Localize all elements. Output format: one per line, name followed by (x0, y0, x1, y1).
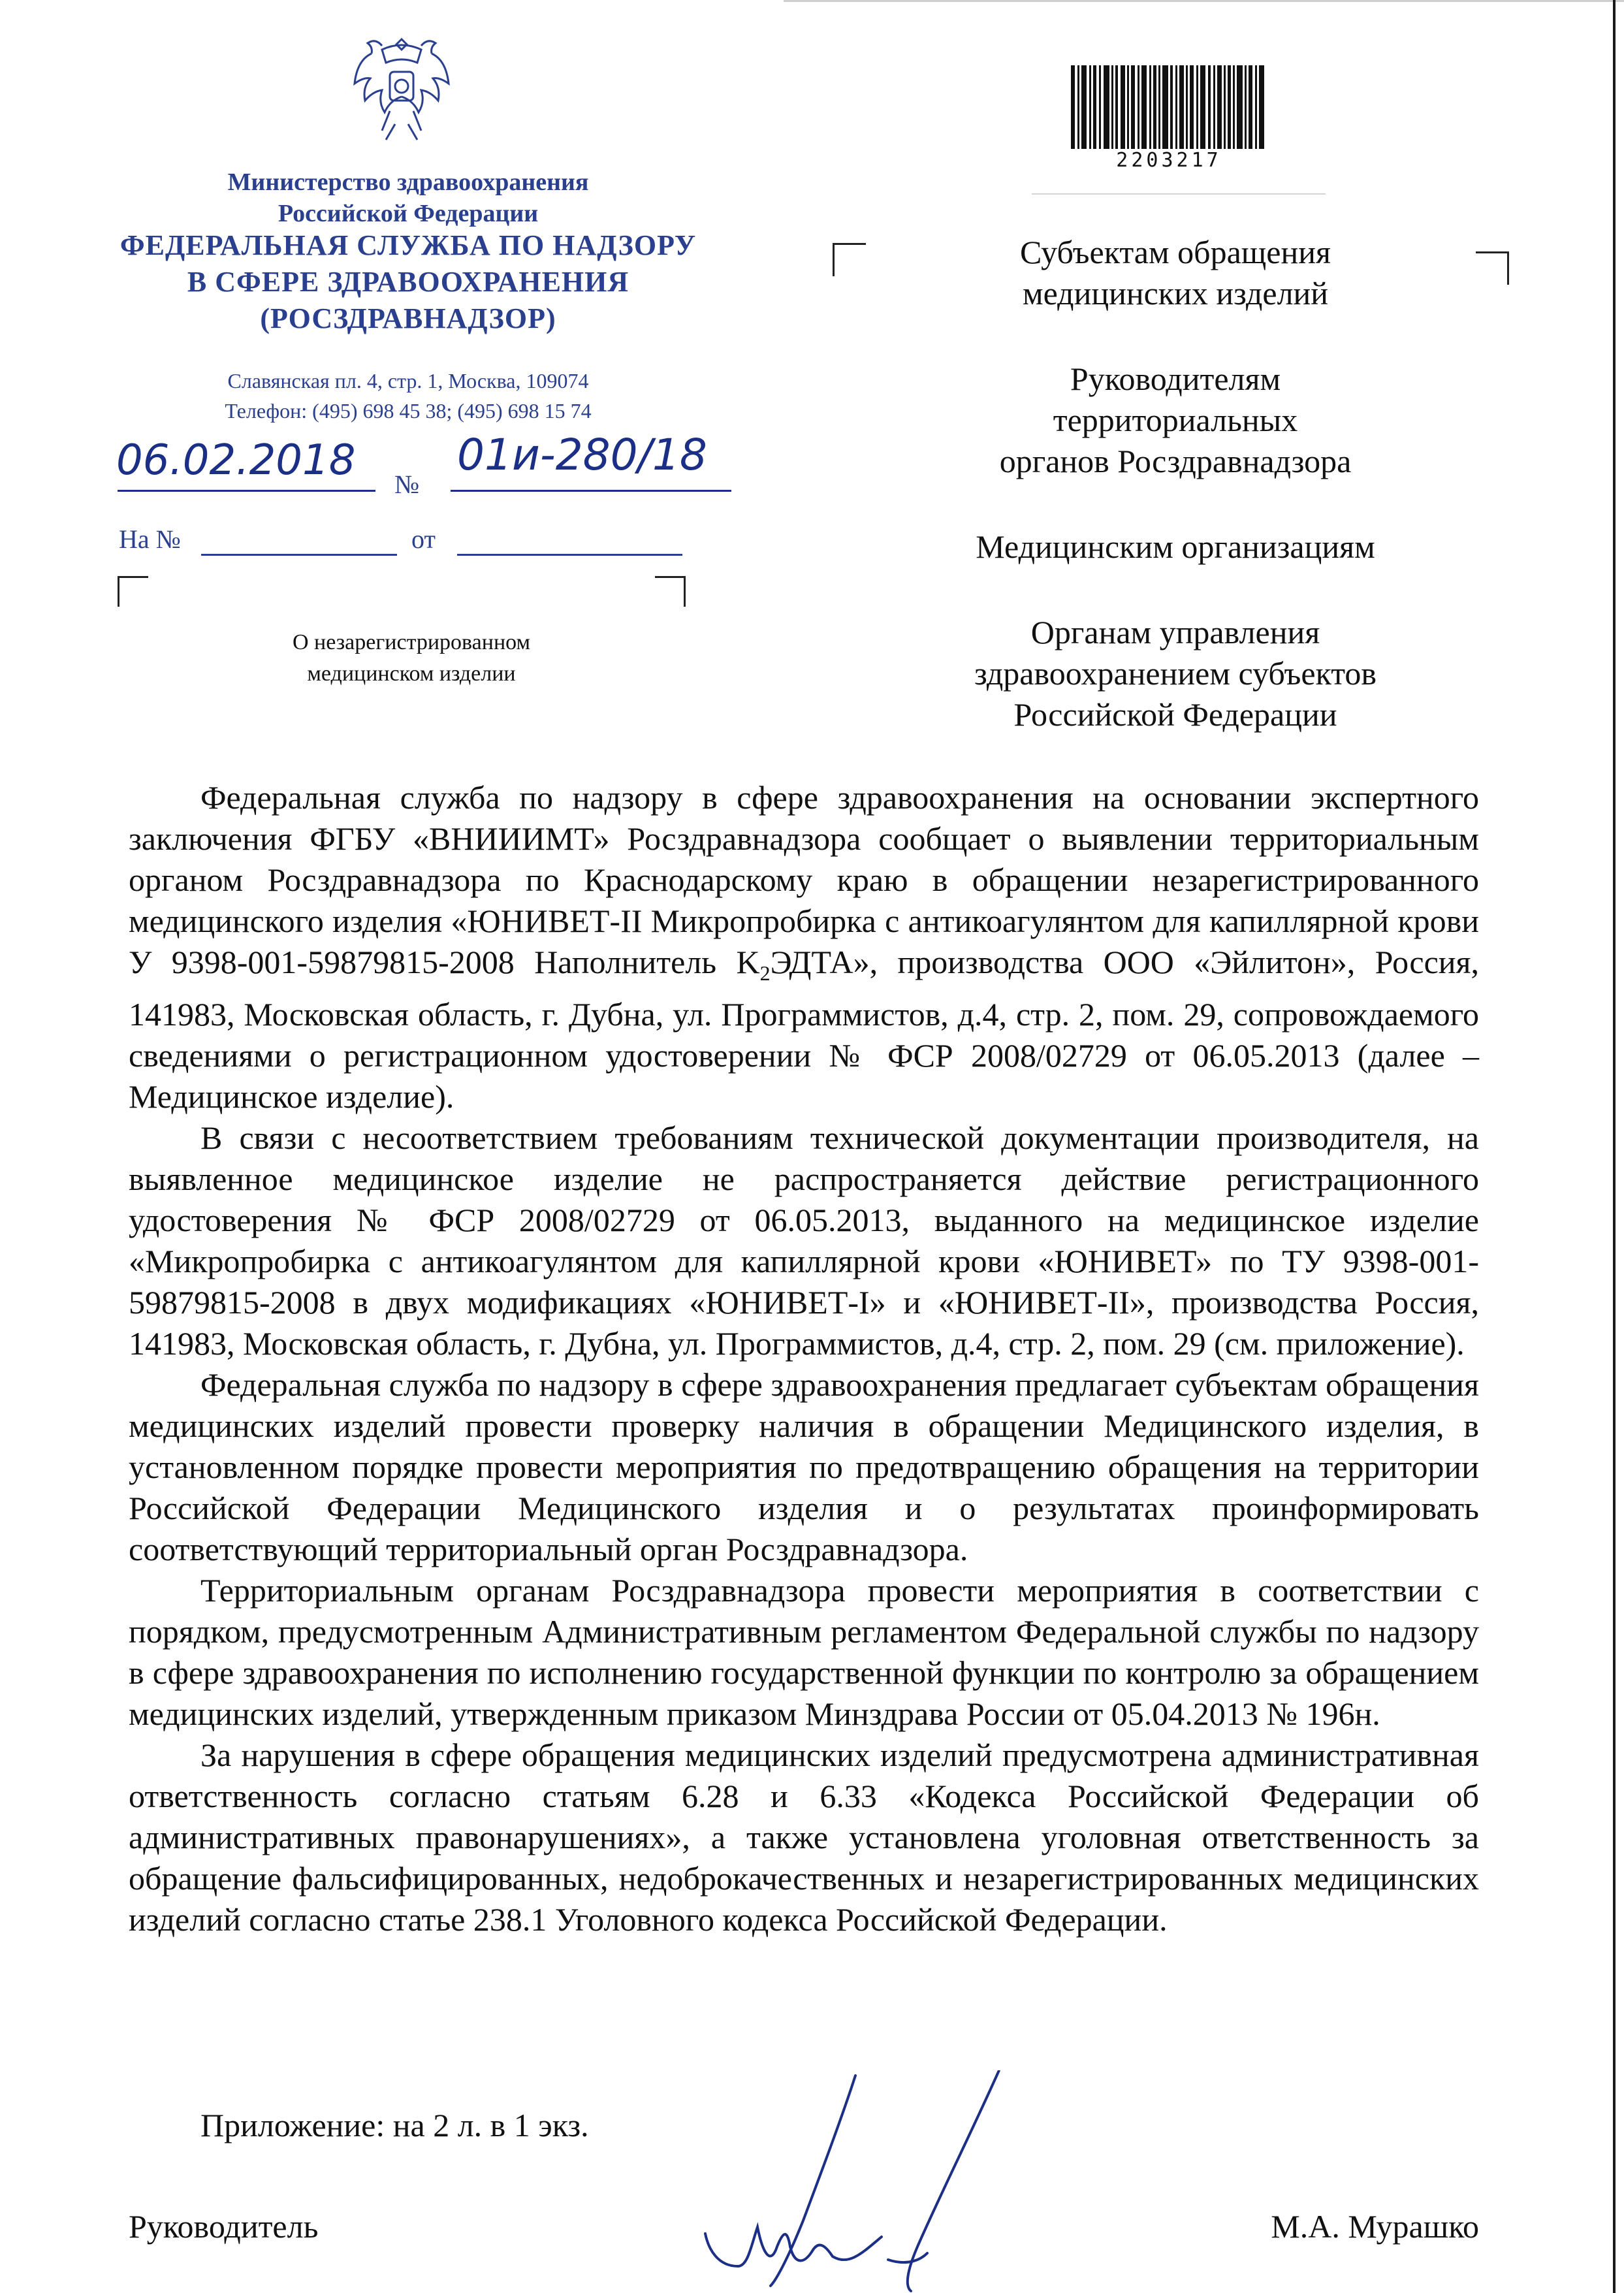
ministry-line: Российской Федерации (278, 200, 539, 227)
body-paragraph-2: В связи с несоответствием требованиям технической документации производителя, на выявленное медицинское изделие не распространяется действие регистрационного удостоверения № ФСР 2008/02729 от 06.05.2013, выданного на медицинское изделие «Микропробирка с антикоагулянтом для капиллярной крови «ЮНИВЕТ» по ТУ 9398-001-59879815-2008 в двух модификациях «ЮНИВЕТ-I» и «ЮНИВЕТ-II», производства Россия, 141983, Московская область, г. Дубна, ул. Программистов, д.4, стр. 2, пом. 29 (см. приложение). (129, 1119, 1479, 1362)
k2-prefix: K (736, 944, 760, 980)
recipient-line: органов Росздравнадзора (999, 443, 1352, 479)
recipients-block (921, 232, 1430, 780)
signatory-name: М.А. Мурашко (1271, 2208, 1479, 2245)
ministry-name (150, 167, 666, 229)
registration-number: 01и-280/18 (457, 430, 707, 480)
handwritten-signature-icon (692, 2070, 1045, 2293)
recipient-line: Органам управления (1030, 614, 1320, 650)
p1-line: Федеральная служба по надзору в сфере здравоохранения на основании (200, 779, 1292, 816)
p1-line: незарегистрированного медицинского изделия «ЮНИВЕТ-II Микропробирка с (129, 861, 1480, 939)
barcode-icon (1071, 65, 1267, 149)
recipient-group (921, 612, 1430, 735)
service-line: В СФЕРЕ ЗДРАВООХРАНЕНИЯ (187, 266, 629, 298)
recipient-line: здравоохранением субъектов (974, 655, 1377, 692)
in-reply-label: На № (119, 524, 181, 554)
barcode-rule (1032, 193, 1326, 195)
p1-line: антикоагулянтом для капиллярной крови У 9398-001-59879815-2008 Наполнитель (129, 903, 1479, 980)
signatory-position: Руководитель (129, 2208, 319, 2245)
p1-line: территориальным органом Росздравнадзора по Краснодарскому краю в обращении (129, 820, 1479, 898)
letter-subject (215, 627, 607, 690)
subject-line: О незарегистрированном (292, 630, 531, 654)
from-blank (457, 554, 682, 556)
k2-subscript: 2 (759, 961, 771, 985)
scan-top-edge (784, 0, 1624, 2)
recipient-line: Субъектам обращения (1020, 234, 1331, 270)
in-reply-blank (201, 554, 397, 556)
recipient-group (921, 232, 1430, 314)
p1-line: ЭДТА», производства ООО «Эйлитон», Россия, 141983, Московская область, (129, 944, 1480, 1033)
recipient-line: Российской Федерации (1013, 696, 1337, 733)
recipient-line: территориальных (1053, 402, 1298, 438)
from-label: от (411, 524, 436, 554)
barcode-number: 2203217 (1116, 149, 1222, 172)
letter-body (129, 777, 1479, 1940)
recipients-corner-right (1476, 251, 1509, 285)
recipient-line: Руководителям (1070, 361, 1281, 397)
recipient-group (921, 526, 1430, 568)
service-line: (РОСЗДРАВНАДЗОР) (260, 302, 556, 334)
recipient-line: медицинских изделий (1022, 275, 1329, 312)
double-headed-eagle-icon (349, 26, 454, 150)
p1-line: регистрационном удостоверении № ФСР 2008/02729 от 06.05.2013 (далее – (343, 1037, 1480, 1074)
attachment-note: Приложение: на 2 л. в 1 экз. (200, 2107, 589, 2143)
subject-corner-right (655, 576, 686, 607)
number-underline (451, 490, 731, 492)
subject-line: медицинском изделии (307, 662, 516, 686)
address-line: Телефон: (495) 698 45 38; (495) 698 15 74 (225, 399, 592, 423)
body-paragraph-5: За нарушения в сфере обращения медицинских изделий предусмотрена административная ответственность согласно статьям 6.28 и 6.33 «Кодекса Российской Федерации об административных правонарушениях», а также установлена уголовная ответственность за обращение фальсифицированных, недоброкачественных и незарегистрированных медицинских изделий согласно статье 238.1 Уголовного кодекса Российской Федерации. (129, 1737, 1479, 1938)
subject-corner-left (118, 576, 148, 607)
ministry-line: Министерство здравоохранения (227, 168, 589, 196)
number-label: № (394, 470, 420, 499)
letterhead-address (85, 366, 731, 426)
recipient-group (921, 359, 1430, 482)
service-name (85, 227, 731, 337)
scan-right-edge (1613, 0, 1616, 2293)
p1-line: экспертного заключения ФГБУ «ВНИИИМТ» Росздравнадзора сообщает о выявлении (129, 779, 1480, 857)
body-paragraph-1 (129, 777, 1479, 1117)
body-paragraph-4: Территориальным органам Росздравнадзора провести мероприятия в соответствии с порядком, предусмотренным Административным регламентом Федеральной службы по надзору в сфере здравоохранения по исполнению государственной функции по контролю за обращением медицинских изделий, утвержденным приказом Минздрава России от 05.04.2013 № 196н. (129, 1572, 1479, 1732)
recipients-corner-left (833, 243, 866, 276)
body-paragraph-3: Федеральная служба по надзору в сфере здравоохранения предлагает субъектам обращения медицинских изделий провести проверку наличия в обращении Медицинского изделия, в установленном порядке провести мероприятия по предотвращению обращения на территории Российской Федерации Медицинского изделия и о результатах проинформировать соответствующий территориальный орган Росздравнадзора. (129, 1366, 1479, 1567)
recipient-line: Медицинским организациям (976, 528, 1375, 565)
address-line: Славянская пл. 4, стр. 1, Москва, 109074 (227, 369, 589, 393)
service-line: ФЕДЕРАЛЬНАЯ СЛУЖБА ПО НАДЗОРУ (119, 229, 697, 261)
p1-line: Медицинское изделие). (129, 1078, 454, 1115)
p1-line: г. Дубна, ул. Программистов, д.4, стр. 2, пом. 29, сопровождаемого сведениями о (129, 996, 1480, 1074)
registration-date: 06.02.2018 (116, 436, 356, 485)
date-underline (118, 490, 375, 492)
